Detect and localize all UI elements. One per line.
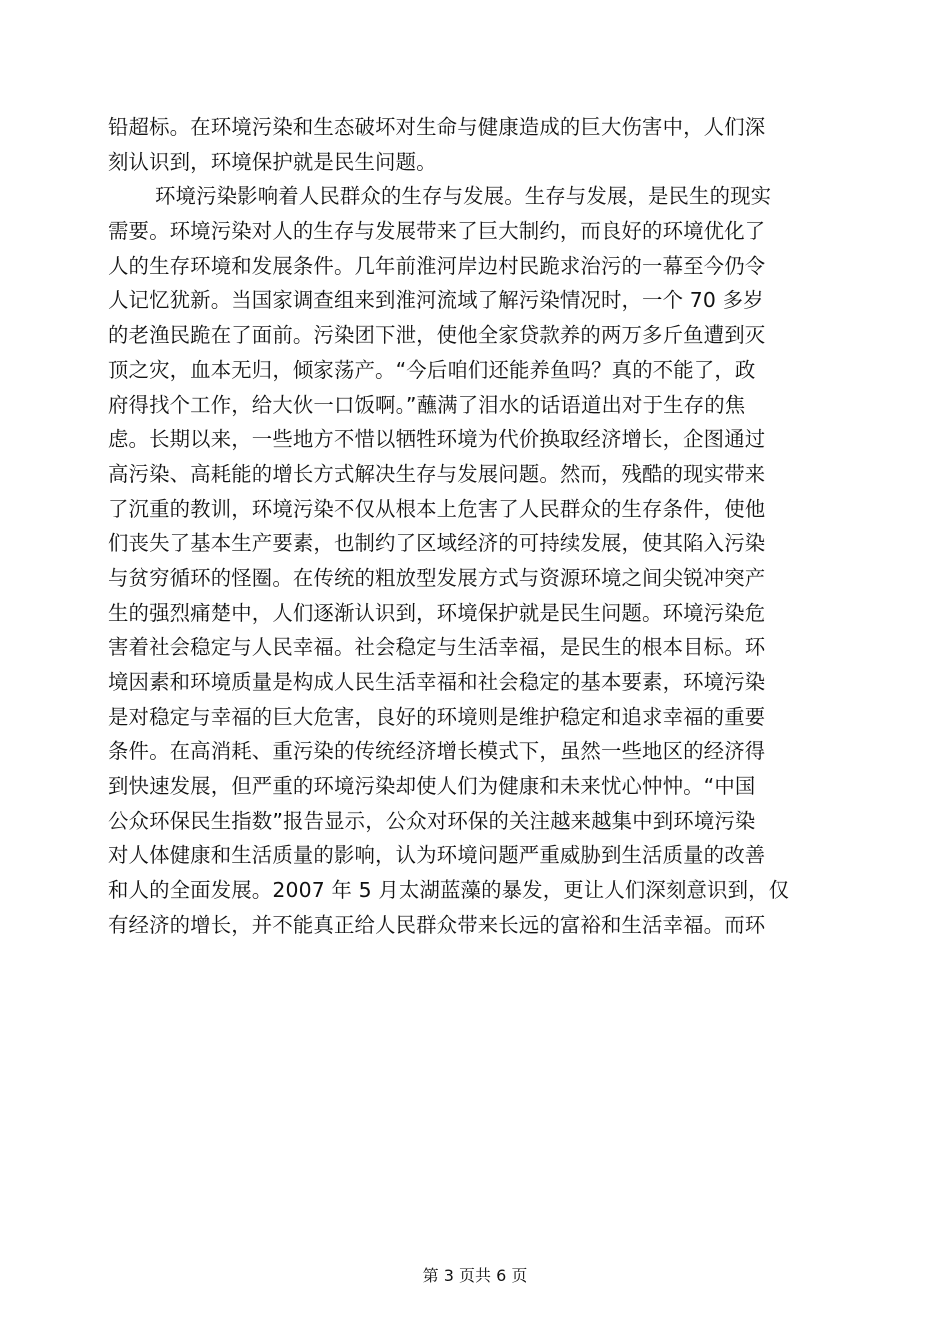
text-line: 高污染、高耗能的增长方式解决生存与发展问题。然而，残酷的现实带来 bbox=[108, 461, 766, 486]
text-line: 和人的全面发展。2007 年 5 月太湖蓝藻的暴发，更让人们深刻意识到，仅 bbox=[108, 878, 790, 903]
text-line: 人的生存环境和发展条件。几年前淮河岸边村民跪求治污的一幕至今仍令 bbox=[108, 253, 766, 278]
text-line: 的老渔民跪在了面前。污染团下泄，使他全家贷款养的两万多斤鱼遭到灭 bbox=[108, 323, 766, 348]
text-line: 刻认识到，环境保护就是民生问题。 bbox=[108, 149, 437, 174]
page-number-footer: 第 3 页共 6 页 bbox=[422, 1266, 528, 1285]
text-line: 铅超标。在环境污染和生态破坏对生命与健康造成的巨大伤害中，人们深 bbox=[108, 115, 766, 139]
text-line: 是对稳定与幸福的巨大危害，良好的环境则是维护稳定和追求幸福的重要 bbox=[108, 704, 766, 729]
text-line: 们丧失了基本生产要素，也制约了区域经济的可持续发展，使其陷入污染 bbox=[108, 531, 766, 556]
text-line: 有经济的增长，并不能真正给人民群众带来长远的富裕和生活幸福。而环 bbox=[108, 912, 766, 937]
document-body bbox=[108, 110, 836, 943]
text-line: 需要。环境污染对人的生存与发展带来了巨大制约，而良好的环境优化了 bbox=[108, 219, 766, 244]
text-line: 人记忆犹新。当国家调查组来到淮河流域了解污染情况时，一个 70 多岁 bbox=[108, 288, 764, 313]
text-line: 虑。长期以来，一些地方不惜以牺牲环境为代价换取经济增长，企图通过 bbox=[108, 427, 766, 452]
text-line: 对人体健康和生活质量的影响，认为环境问题严重威胁到生活质量的改善 bbox=[108, 843, 766, 868]
text-line: 顶之灾，血本无归，倾家荡产。“今后咱们还能养鱼吗？真的不能了，政 bbox=[108, 357, 756, 382]
text-line: 了沉重的教训，环境污染不仅从根本上危害了人民群众的生存条件，使他 bbox=[108, 496, 766, 521]
text-line: 与贫穷循环的怪圈。在传统的粗放型发展方式与资源环境之间尖锐冲突产 bbox=[108, 565, 766, 590]
text-line: 府得找个工作，给大伙一口饭啊。”蘸满了泪水的话语道出对于生存的焦 bbox=[108, 392, 746, 417]
text-line: 条件。在高消耗、重污染的传统经济增长模式下，虽然一些地区的经济得 bbox=[108, 739, 766, 764]
text-line: 害着社会稳定与人民幸福。社会稳定与生活幸福，是民生的根本目标。环 bbox=[108, 635, 766, 660]
text-line: 境因素和环境质量是构成人民生活幸福和社会稳定的基本要素，环境污染 bbox=[108, 670, 766, 694]
text-line: 到快速发展，但严重的环境污染却使人们为健康和未来忧心忡忡。“中国 bbox=[108, 774, 756, 799]
text-line: 公众环保民生指数”报告显示，公众对环保的关注越来越集中到环境污染 bbox=[108, 808, 756, 833]
text-line: 生的强烈痛楚中，人们逐渐认识到，环境保护就是民生问题。环境污染危 bbox=[108, 600, 766, 625]
paragraph-first-line: 环境污染影响着人民群众的生存与发展。生存与发展，是民生的现实 bbox=[155, 184, 772, 209]
